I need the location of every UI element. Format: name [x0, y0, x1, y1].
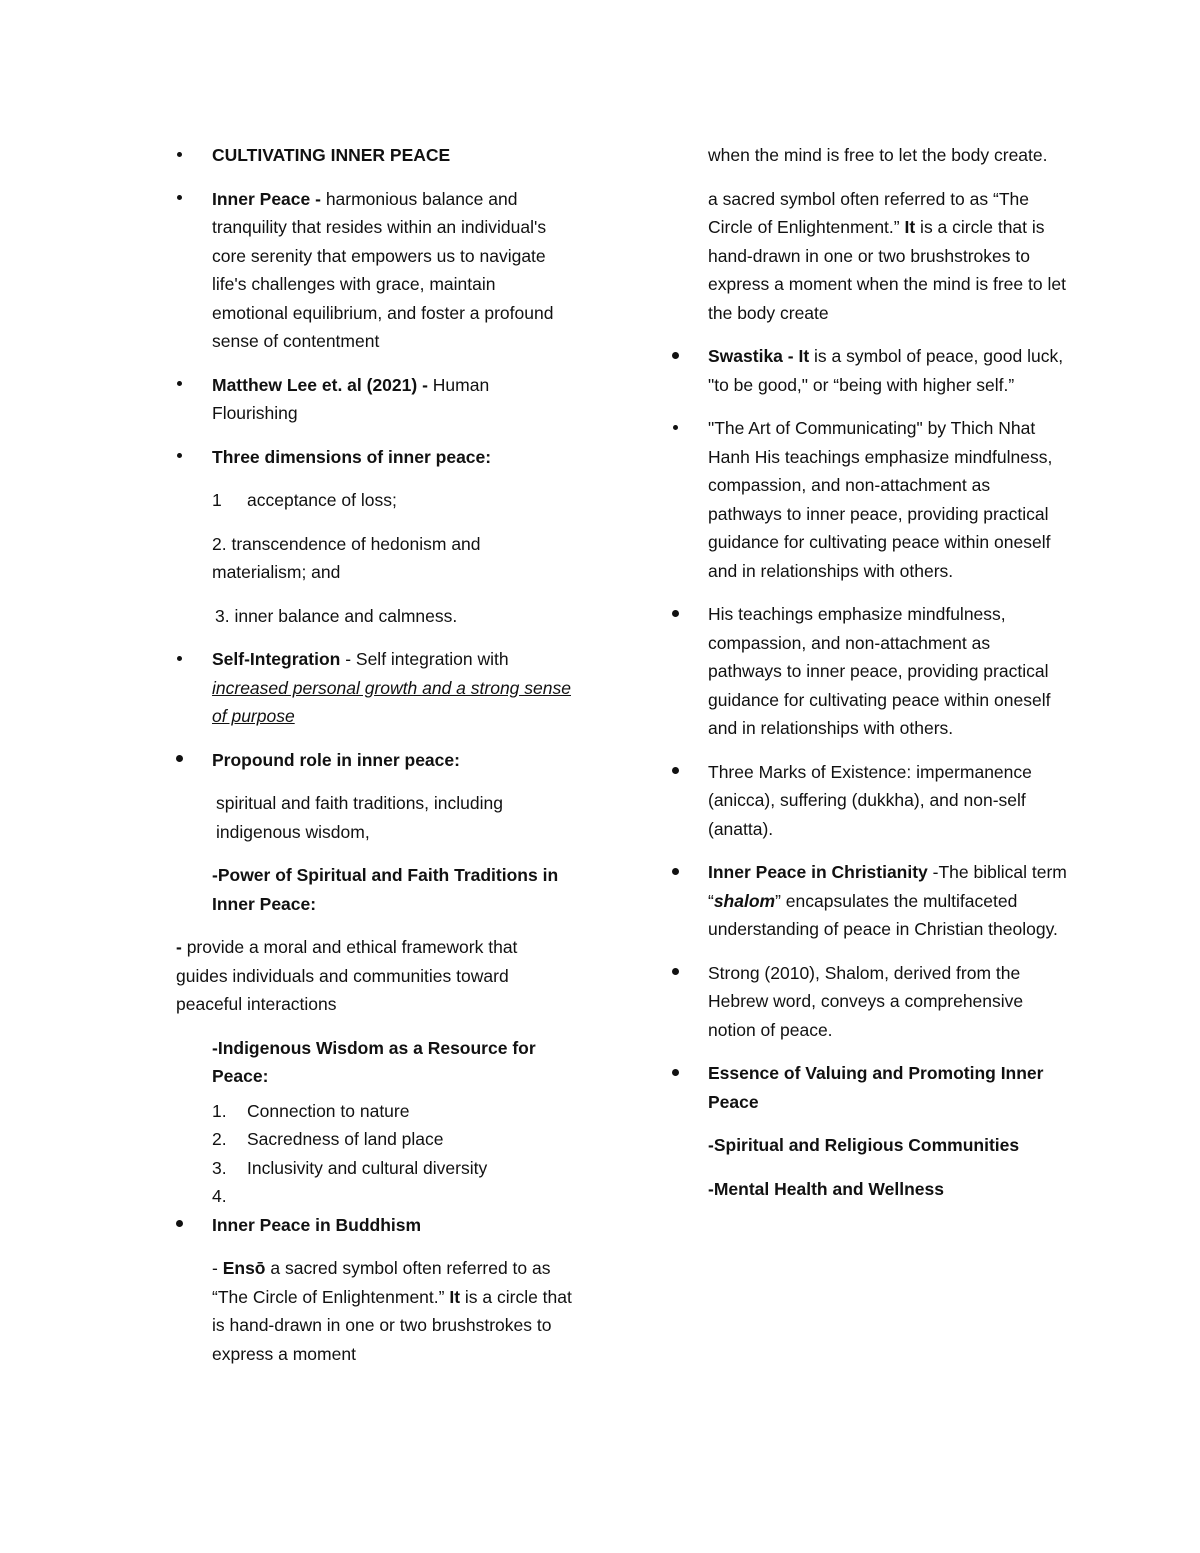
- bullet-icon: [668, 600, 682, 629]
- list-item: [172, 1097, 572, 1126]
- art-text: "The Art of Communicating" by Thich Nhat Hanh His teachings emphasize mindfulness, compassion, and non-attachment as pathways to inner peace, providing practical guidance for cultivating peace within oneself and in relationships with others.: [708, 418, 1053, 581]
- swastika-it: It: [798, 346, 810, 366]
- matthew-term: Matthew Lee et. al (2021) -: [212, 374, 433, 395]
- power-dash: -: [176, 937, 187, 957]
- repeat-text-1: a sacred symbol often referred to as “The Circle of Enlightenment.”: [708, 188, 1029, 237]
- list-item: [172, 1154, 572, 1183]
- repeat-it: It: [904, 217, 916, 237]
- list-number: 4.: [212, 1186, 227, 1206]
- list-item: [172, 1182, 572, 1211]
- dimension-1: [172, 486, 572, 515]
- swastika-term: Swastika -: [708, 346, 799, 366]
- buddhism-heading: Inner Peace in Buddhism: [212, 1214, 422, 1235]
- enso-term: Ensō: [222, 1258, 266, 1278]
- bullet-icon: [172, 645, 186, 674]
- bullet-icon: [172, 371, 186, 400]
- propound-item: [172, 746, 572, 775]
- essence-sub-1-text: -Spiritual and Religious Communities: [708, 1135, 1020, 1155]
- three-dimensions-item: [172, 443, 572, 472]
- enso-paragraph: [172, 1254, 572, 1368]
- three-dimensions-heading: Three dimensions of inner peace:: [212, 446, 492, 467]
- inner-peace-term: Inner Peace -: [212, 188, 326, 209]
- inner-peace-item: [172, 185, 572, 356]
- bullet-icon: [172, 746, 186, 775]
- inner-peace-definition: harmonious balance and tranquility that resides within an individual's core serenity that empowers us to navigate life's challenges with grace, maintain emotional equilibrium, and foster a profound sense of contentment: [212, 188, 554, 351]
- right-column: [668, 141, 1068, 1218]
- dimension-1-text: acceptance of loss;: [247, 490, 397, 510]
- essence-sub-1: [668, 1131, 1068, 1160]
- essence-sub-2: [668, 1175, 1068, 1204]
- strong-item: [668, 959, 1068, 1045]
- left-column: [172, 141, 572, 1383]
- bullet-icon: [668, 414, 682, 443]
- indigenous-heading-text: -Indigenous Wisdom as a Resource for Peace:: [212, 1037, 536, 1086]
- self-integration-emphasis: increased personal growth and a strong sense of purpose: [212, 677, 571, 726]
- dimension-2: 2. transcendence of hedonism and materialism; and: [212, 533, 481, 582]
- power-text: provide a moral and ethical framework that guides individuals and communities toward peaceful interactions: [176, 937, 518, 1014]
- bullet-icon: [668, 1059, 682, 1088]
- christianity-term: Inner Peace in Christianity: [708, 862, 928, 882]
- self-integration-text: - Self integration with: [340, 649, 509, 669]
- bullet-icon: [172, 141, 186, 170]
- bullet-icon: [668, 342, 682, 371]
- enso-it: It: [449, 1286, 461, 1307]
- art-item: [668, 414, 1068, 585]
- list-number: 2.: [212, 1129, 227, 1149]
- swastika-text: is a symbol of peace, good luck, "to be good," or “being with higher self.”: [708, 346, 1064, 395]
- list-text: Sacredness of land place: [247, 1129, 444, 1149]
- repeat-paragraph: [668, 185, 1068, 328]
- list-text: Connection to nature: [247, 1100, 410, 1121]
- list-text: [247, 1186, 252, 1206]
- page-title: CULTIVATING INNER PEACE: [212, 145, 451, 165]
- bullet-icon: [172, 185, 186, 214]
- teachings-item: [668, 600, 1068, 743]
- teachings-text: His teachings emphasize mindfulness, compassion, and non-attachment as pathways to inner peace, providing practical guidance for cultivating peace within oneself and in relationships with others.: [708, 604, 1051, 738]
- self-integration-term: Self-Integration: [212, 649, 341, 669]
- three-marks-text: Three Marks of Existence: impermanence (anicca), suffering (dukkha), and non-self (anatta).: [708, 761, 1032, 839]
- enso-text-2: is a circle that is hand-drawn in one or two brushstrokes to express a moment: [212, 1286, 572, 1364]
- list-item: [172, 1125, 572, 1154]
- essence-item: [668, 1059, 1068, 1116]
- propound-heading: Propound role in inner peace:: [212, 749, 460, 770]
- dimension-1-number: 1: [212, 490, 222, 510]
- essence-sub-2-text: -Mental Health and Wellness: [708, 1178, 944, 1199]
- power-text-block: [172, 933, 572, 1019]
- enso-text-1: a sacred symbol often referred to as “The Circle of Enlightenment.”: [212, 1258, 551, 1307]
- bullet-icon: [172, 1211, 186, 1240]
- continued-text: when the mind is free to let the body create.: [708, 145, 1048, 165]
- christianity-text-2: ” encapsulates the multifaceted understanding of peace in Christian theology.: [708, 890, 1058, 939]
- buddhism-item: [172, 1211, 572, 1240]
- list-text: Inclusivity and cultural diversity: [247, 1157, 488, 1178]
- strong-text: Strong (2010), Shalom, derived from the Hebrew word, conveys a comprehensive notion of peace.: [708, 962, 1024, 1040]
- indigenous-heading: [172, 1034, 572, 1091]
- shalom-term: shalom: [713, 890, 776, 911]
- bullet-icon: [668, 758, 682, 787]
- repeat-text-2: is a circle that is hand-drawn in one or two brushstrokes to express a moment when the mind is free to let the body create: [708, 217, 1066, 323]
- self-integration-item: [172, 645, 572, 731]
- bullet-icon: [172, 443, 186, 472]
- three-marks-item: [668, 758, 1068, 844]
- swastika-item: [668, 342, 1068, 399]
- bullet-icon: [668, 959, 682, 988]
- christianity-item: [668, 858, 1068, 944]
- christianity-text-1: -The biblical term “: [708, 862, 1067, 911]
- list-number: 1.: [212, 1100, 227, 1121]
- list-number: 3.: [212, 1157, 227, 1178]
- bullet-icon: [668, 858, 682, 887]
- indigenous-list: [172, 1097, 572, 1211]
- matthew-item: [172, 371, 572, 428]
- essence-heading: Essence of Valuing and Promoting Inner Peace: [708, 1063, 1044, 1112]
- dimension-3: 3. inner balance and calmness.: [215, 605, 458, 626]
- propound-text: spiritual and faith traditions, including indigenous wisdom,: [216, 793, 503, 842]
- power-heading: [172, 861, 572, 918]
- power-heading-text: -Power of Spiritual and Faith Traditions in Inner Peace:: [212, 865, 559, 914]
- title-item: [172, 141, 572, 170]
- matthew-text: Human Flourishing: [212, 374, 490, 423]
- enso-dash: -: [212, 1258, 223, 1278]
